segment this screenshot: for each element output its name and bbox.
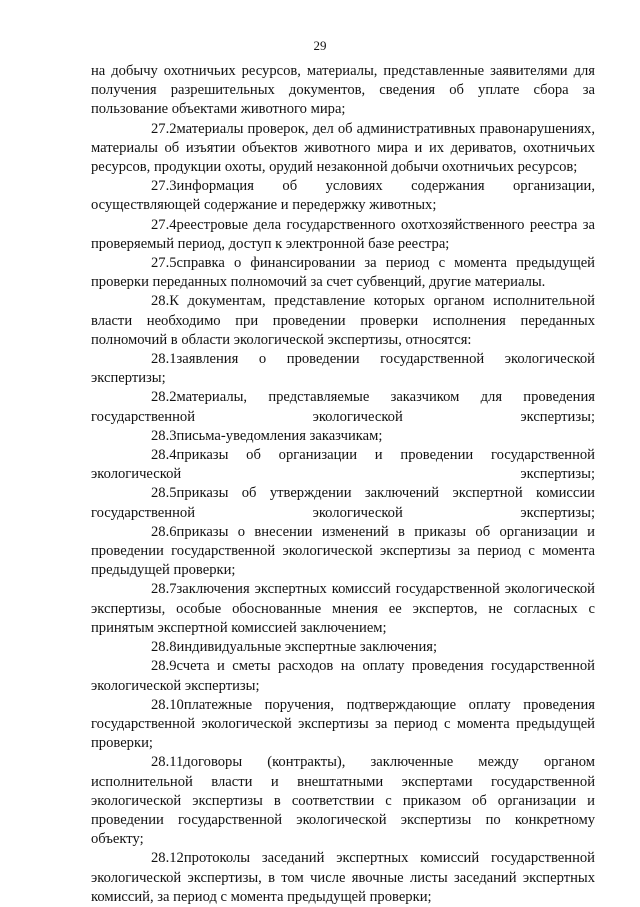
item-text: протоколы заседаний экспертных комиссий государственной экологической экспертизы, в том числе явочные листы заседаний экспертных комиссий, за период с момента предыдущей проверки; <box>91 850 595 905</box>
item-number: 27.4 <box>151 216 177 233</box>
list-item <box>91 753 595 849</box>
item-number: 28.12 <box>151 850 184 867</box>
item-number: 28.10 <box>151 696 184 713</box>
list-item <box>91 638 595 657</box>
list-item <box>91 523 595 581</box>
item-number: 28.3 <box>151 427 177 444</box>
item-text: индивидуальные экспертные заключения; <box>176 639 438 656</box>
list-item <box>91 484 595 522</box>
list-item <box>91 657 595 695</box>
item-number: 27.5 <box>151 255 177 272</box>
item-text: К документам, представление которых органом исполнительной власти необходимо при проведении проверки исполнения переданных полномочий в области экологической экспертизы, относятся: <box>91 293 595 348</box>
item-text: заявления о проведении государственной экологической экспертизы; <box>91 351 595 387</box>
list-item <box>91 446 595 484</box>
list-item <box>91 388 595 426</box>
item-text: приказы об утверждении заключений экспертной комиссии государственной экологической экспертизы; <box>91 485 595 521</box>
item-text: договоры (контракты), заключенные между органом исполнительной власти и внештатными экспертами государственной экологической экспертизы в соответствии с приказом об организации и проведении государственной экологической экспертизы по конкретному объекту; <box>91 754 595 848</box>
item-number: 28.4 <box>151 447 177 464</box>
item-number: 27.3 <box>151 178 177 195</box>
item-text: на добычу охотничьих ресурсов, материалы, представленные заявителями для получения разрешительных документов, сведения об уплате сбора за пользование объектами животного мира; <box>91 63 595 118</box>
item-number: 28.9 <box>151 658 177 675</box>
paragraph <box>91 62 595 120</box>
list-item <box>91 849 595 907</box>
item-text: информация об условиях содержания организации, осуществляющей содержание и передержку животных; <box>91 178 595 214</box>
item-text: приказы об организации и проведении государственной экологической экспертизы; <box>91 447 595 483</box>
item-number: 28.11 <box>151 754 184 771</box>
list-item <box>91 350 595 388</box>
list-item <box>91 120 595 178</box>
item-text: платежные поручения, подтверждающие оплату проведения государственной экологической экспертизы за период с момента предыдущей проверки; <box>91 696 595 752</box>
item-text: счета и сметы расходов на оплату проведения государственной экологической экспертизы; <box>91 658 595 694</box>
item-text: приказы о внесении изменений в приказы об организации и проведении государственной экологической экспертизы за период с момента предыдущей проверки; <box>91 523 595 579</box>
item-text: заключения экспертных комиссий государственной экологической экспертизы, особые обоснованные мнения ее экспертов, не согласных с принятым экспертной комиссией заключением; <box>91 581 595 636</box>
item-number: 28.6 <box>151 523 177 540</box>
list-item <box>91 580 595 638</box>
item-number: 28.1 <box>151 351 177 368</box>
item-text: справка о финансировании за период с момента предыдущей проверки переданных полномочий за счет субвенций, другие материалы. <box>91 255 595 291</box>
list-item <box>91 696 595 754</box>
page-number: 29 <box>313 38 327 53</box>
item-number: 27.2 <box>151 120 177 137</box>
document-body <box>91 62 595 907</box>
item-number: 28.8 <box>151 639 177 656</box>
list-item <box>91 292 595 350</box>
list-item <box>91 177 595 215</box>
item-text: реестровые дела государственного охотхозяйственного реестра за проверяемый период, доступ к электронной базе реестра; <box>91 216 595 252</box>
item-number: 28.5 <box>151 485 177 502</box>
item-number: 28.2 <box>151 389 177 406</box>
list-item <box>91 427 595 446</box>
list-item <box>91 254 595 292</box>
item-text: материалы, представляемые заказчиком для проведения государственной экологической экспертизы; <box>91 389 595 425</box>
item-number: 28. <box>151 293 170 310</box>
item-text: письма-уведомления заказчикам; <box>176 427 383 444</box>
item-number: 28.7 <box>151 581 177 598</box>
item-text: материалы проверок, дел об административных правонарушениях, материалы об изъятии объектов животного мира и их дериватов, охотничьих ресурсов, продукции охоты, орудий незаконной добычи охотничьих ресурсов; <box>91 120 595 176</box>
list-item <box>91 216 595 254</box>
